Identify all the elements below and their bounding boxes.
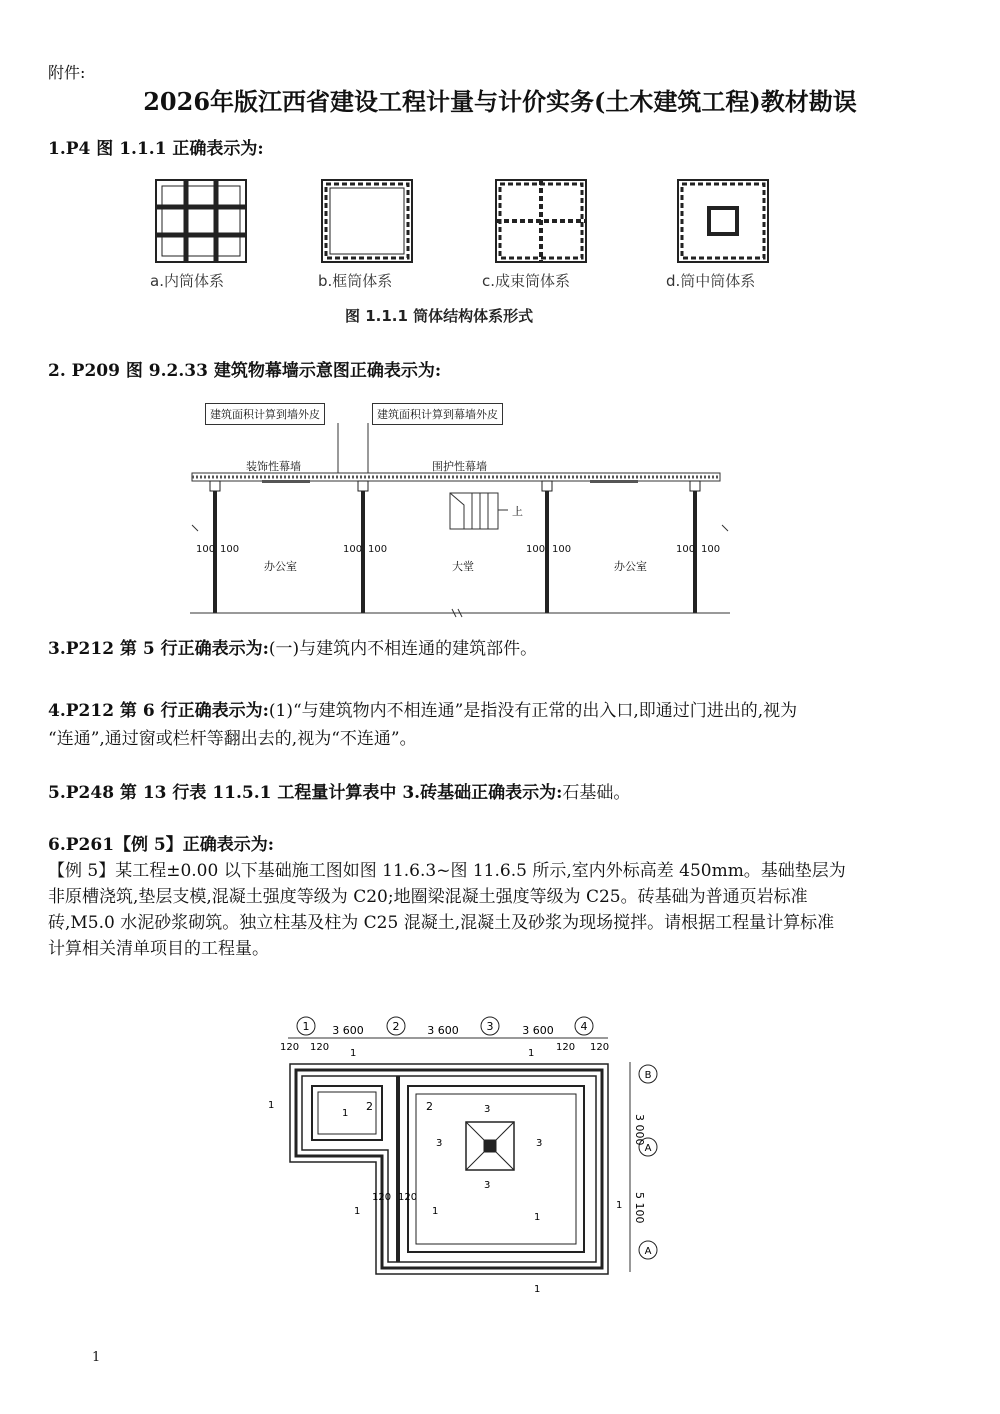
section-mark: 1: [534, 1212, 541, 1223]
section-mark: 1: [342, 1108, 349, 1119]
section-mark-2: 2: [426, 1100, 433, 1113]
dim-100: 100: [196, 544, 216, 555]
axis-A: A: [644, 1246, 652, 1257]
axis-B: B: [644, 1070, 652, 1081]
document-title: 2026年版江西省建设工程计量与计价实务(土木建筑工程)教材勘误: [143, 87, 857, 116]
item4-lead: 4.P212 第 6 行正确表示为:: [48, 701, 269, 721]
item5-text: 石基础。: [562, 783, 631, 803]
section-mark: 1: [616, 1200, 623, 1211]
section-mark-3: 3: [436, 1138, 443, 1149]
dim-120: 120: [372, 1192, 392, 1203]
label-protect-wall: 围护性幕墙: [432, 460, 487, 473]
dim-120: 120: [590, 1042, 610, 1053]
item5: [48, 780, 630, 806]
dim-100: 100: [220, 544, 240, 555]
item6-line3: 砖,M5.0 水泥砂浆砌筑。独立柱基及柱为 C25 混凝土,混凝土及砂浆为现场搅拌。请根据工程量计算标准: [48, 913, 835, 933]
label-area-to-curtain: 建筑面积计算到幕墙外皮: [372, 403, 503, 425]
figure1-title: 图 1.1.1 筒体结构体系形式: [345, 307, 534, 325]
attachment-label: 附件:: [48, 63, 86, 82]
axis-4: 4: [580, 1020, 588, 1033]
figure-c: [496, 180, 586, 262]
room-office-left: 办公室: [264, 560, 297, 573]
item4-text2: “连通”,通过窗或栏杆等翻出去的,视为“不连通”。: [48, 729, 417, 749]
figure-a: [156, 180, 246, 262]
curtain-wall-diagram: [190, 395, 730, 625]
item4-line1: [48, 698, 797, 724]
item2-heading: 2. P209 图 9.2.33 建筑物幕墙示意图正确表示为:: [48, 361, 442, 381]
figure-b: [322, 180, 412, 262]
label-area-to-wall: 建筑面积计算到墙外皮: [205, 403, 325, 425]
item1-heading: 1.P4 图 1.1.1 正确表示为:: [48, 139, 264, 159]
section-mark: 1: [350, 1048, 357, 1059]
figure-d: [678, 180, 768, 262]
span-dim: 3 600: [522, 1024, 554, 1037]
dim-100: 100: [676, 544, 696, 555]
axis-A-half: A: [644, 1143, 652, 1154]
section-mark: 1: [354, 1206, 361, 1217]
axis-3: 3: [486, 1020, 494, 1033]
dim-100: 100: [343, 544, 363, 555]
axis-1: 1: [302, 1020, 310, 1033]
item4-text1: (1)“与建筑物内不相连通”是指没有正常的出入口,即通过门进出的,视为: [268, 701, 798, 721]
label-up: 上: [512, 505, 523, 518]
caption-b: b.框筒体系: [318, 272, 393, 290]
dim-120: 120: [310, 1042, 330, 1053]
dim-120: 120: [280, 1042, 300, 1053]
item3-text: (一)与建筑内不相连通的建筑部件。: [268, 639, 538, 659]
dim-120: 120: [398, 1192, 418, 1203]
dim-100: 100: [368, 544, 388, 555]
section-mark: 1: [268, 1100, 275, 1111]
span-dim: 3 600: [332, 1024, 364, 1037]
room-lobby: 大堂: [452, 560, 474, 573]
caption-c: c.成束筒体系: [482, 272, 571, 290]
tube-system-figures: [140, 172, 800, 272]
section-mark: 1: [534, 1284, 541, 1295]
item5-lead: 5.P248 第 13 行表 11.5.1 工程量计算表中 3.砖基础正确表示为:: [48, 783, 563, 803]
room-office-right: 办公室: [614, 560, 647, 573]
caption-d: d.筒中筒体系: [666, 272, 756, 290]
caption-a: a.内筒体系: [150, 272, 224, 290]
dim-5100: 5 100: [633, 1192, 646, 1224]
page-number: 1: [92, 1350, 101, 1365]
item3: [48, 636, 537, 662]
section-mark-2: 2: [366, 1100, 373, 1113]
section-mark-3: 3: [536, 1138, 543, 1149]
section-mark: 1: [528, 1048, 535, 1059]
dim-120: 120: [556, 1042, 576, 1053]
axis-2: 2: [392, 1020, 400, 1033]
item6-heading: 6.P261【例 5】正确表示为:: [48, 835, 275, 855]
foundation-plan: [258, 1012, 678, 1302]
section-mark: 1: [432, 1206, 439, 1217]
item6-line2: 非原槽浇筑,垫层支模,混凝土强度等级为 C20;地圈梁混凝土强度等级为 C25。砖基础为普通页岩标准: [48, 887, 808, 907]
dim-3000: 3 000: [633, 1114, 646, 1146]
span-dim: 3 600: [427, 1024, 459, 1037]
section-mark-3: 3: [484, 1180, 491, 1191]
item6-line4: 计算相关清单项目的工程量。: [48, 939, 269, 959]
item6-line1: 【例 5】某工程±0.00 以下基础施工图如图 11.6.3~图 11.6.5 所示,室内外标高差 450mm。基础垫层为: [48, 861, 846, 881]
dim-100: 100: [552, 544, 572, 555]
item3-lead: 3.P212 第 5 行正确表示为:: [48, 639, 269, 659]
label-decor-wall: 装饰性幕墙: [246, 460, 301, 473]
dim-100: 100: [701, 544, 721, 555]
dim-100: 100: [526, 544, 546, 555]
section-mark-3: 3: [484, 1104, 491, 1115]
